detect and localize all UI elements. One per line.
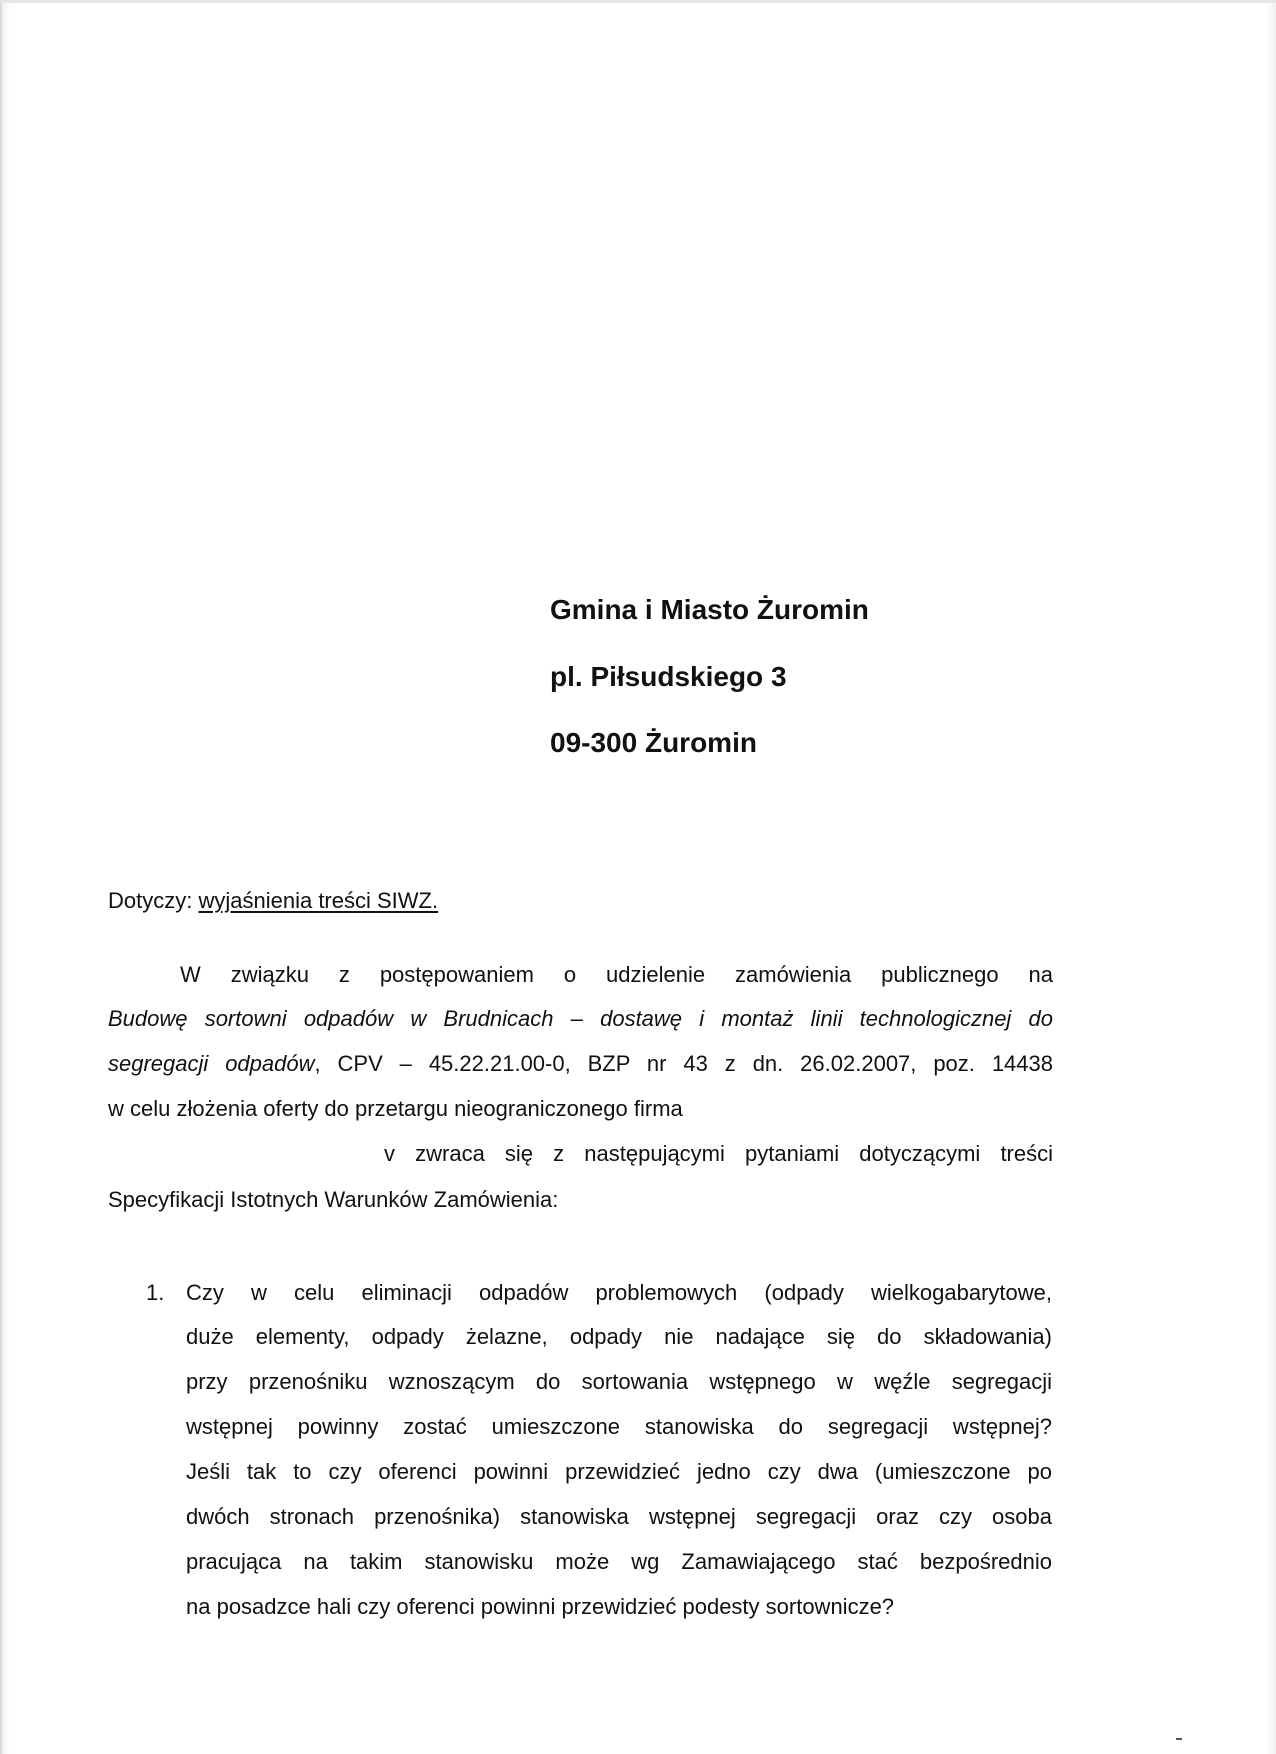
subject-text: wyjaśnienia treści SIWZ.	[198, 888, 439, 913]
subject-label: Dotyczy:	[108, 888, 193, 913]
question-line: na posadzce hali czy oferenci powinni przewidzieć podesty sortownicze?	[186, 1594, 895, 1619]
question-line: przy przenośniku wznoszącym do sortowania wstępnego w węźle segregacji	[186, 1369, 1052, 1394]
paragraph-line-4: w celu złożenia oferty do przetargu nieograniczonego firma	[108, 1096, 683, 1121]
address-line-3: 09-300 Żuromin	[550, 727, 757, 758]
question-line: duże elementy, odpady żelazne, odpady nie nadające się do składowania)	[186, 1324, 1052, 1349]
paragraph-line-2: Budowę sortowni odpadów w Brudnicach – dostawę i montaż linii technologicznej do	[108, 1006, 1053, 1031]
paragraph-line-3-italic: segregacji odpadów	[108, 1051, 315, 1076]
question-line: wstępnej powinny zostać umieszczone stanowiska do segregacji wstępnej?	[186, 1414, 1052, 1439]
subject-line	[108, 888, 438, 914]
question-number: 1.	[146, 1280, 165, 1305]
paragraph-line-1: W związku z postępowaniem o udzielenie zamówienia publicznego na	[180, 962, 1053, 987]
question-line: pracująca na takim stanowisku może wg Zamawiającego stać bezpośrednio	[186, 1549, 1052, 1574]
scan-mark	[1176, 1738, 1182, 1740]
paragraph-line-3-rest: , CPV – 45.22.21.00-0, BZP nr 43 z dn. 26.02.2007, poz. 14438	[314, 1051, 1053, 1076]
question-line: Jeśli tak to czy oferenci powinni przewidzieć jedno czy dwa (umieszczone po	[186, 1459, 1052, 1484]
scan-edge	[0, 0, 1276, 3]
paragraph-line-5: v zwraca się z następującymi pytaniami dotyczącymi treści	[384, 1141, 1053, 1166]
address-line-1: Gmina i Miasto Żuromin	[550, 594, 869, 625]
question-line: Czy w celu eliminacji odpadów problemowych (odpady wielkogabarytowe,	[186, 1280, 1052, 1305]
address-line-2: pl. Piłsudskiego 3	[550, 661, 787, 692]
paragraph-line-6: Specyfikacji Istotnych Warunków Zamówienia:	[108, 1187, 559, 1212]
paragraph-line-3	[108, 1051, 1053, 1077]
question-line: dwóch stronach przenośnika) stanowiska wstępnej segregacji oraz czy osoba	[186, 1504, 1052, 1529]
